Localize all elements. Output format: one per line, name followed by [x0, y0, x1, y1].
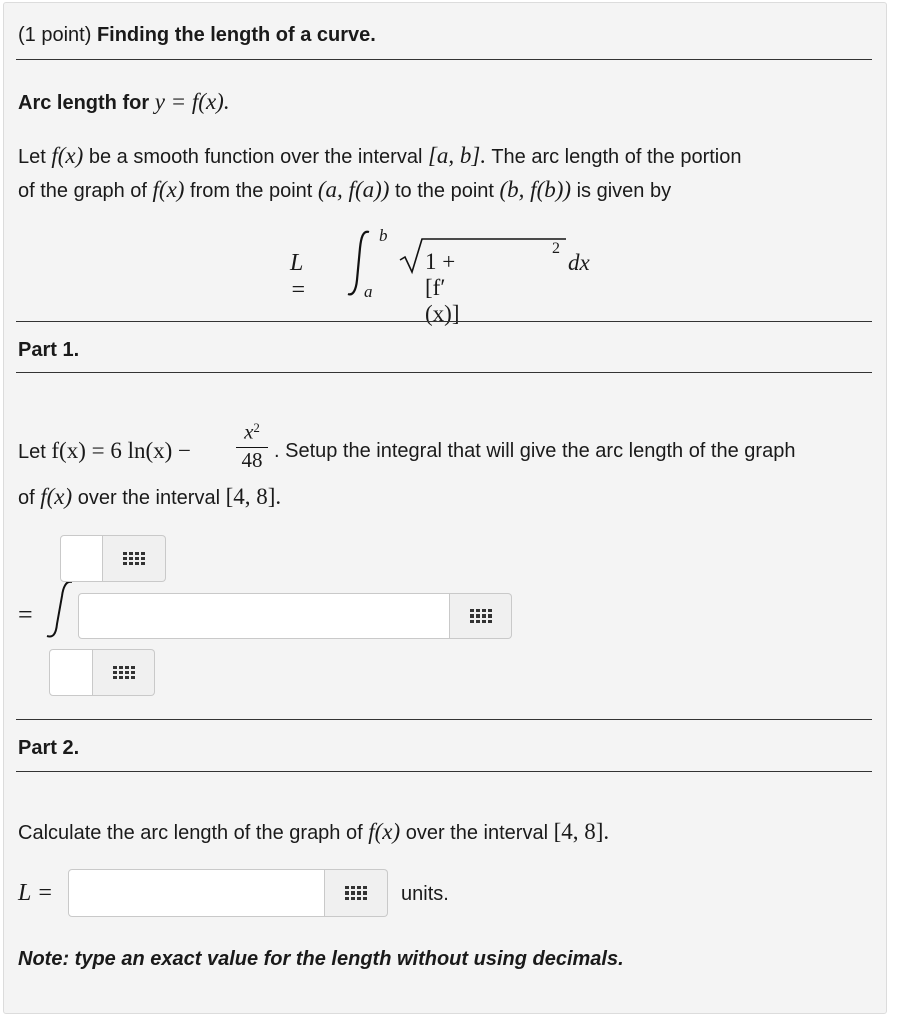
lower-limit-input[interactable]: [49, 649, 93, 696]
upper-limit-palette-button[interactable]: [103, 535, 166, 582]
divider: [16, 771, 872, 772]
formula-lower: a: [364, 282, 373, 301]
divider: [16, 321, 872, 322]
formula-upper: b: [379, 226, 388, 245]
grid-icon: [123, 552, 145, 566]
integrand-input[interactable]: [78, 593, 450, 639]
title-text: Finding the length of a curve.: [96, 24, 376, 46]
lower-limit-palette-button[interactable]: [93, 649, 155, 696]
grid-icon: [345, 886, 367, 900]
upper-limit-input[interactable]: [60, 535, 103, 582]
problem-title: [18, 23, 376, 47]
intro-line-1: Let f(x) be a smooth function over the interval [a, b]. The arc length of the portion: [18, 143, 742, 168]
formula-lhs: L =: [290, 250, 307, 303]
part1-let: Let f(x) = 6 ln(x) −: [18, 438, 192, 463]
divider: [16, 372, 872, 373]
grid-icon: [113, 666, 135, 680]
fraction: $x^2$ 48: [236, 418, 268, 472]
integrand-palette-button[interactable]: [450, 593, 512, 639]
part2-prompt: Calculate the arc length of the graph of f(x) over the interval [4, 8].: [18, 819, 610, 844]
divider: [16, 59, 872, 60]
part1-equals: =: [18, 600, 33, 629]
intro-line-2: of the graph of f(x) from the point (a, f(a)) to the point (b, f(b)) is given by: [18, 177, 672, 202]
sqrt-sign-icon: [398, 236, 568, 276]
units-label: units.: [401, 883, 449, 905]
formula-dx: dx: [568, 250, 590, 275]
points-label: (1 point): [18, 24, 92, 46]
divider: [16, 719, 872, 720]
integral-sign-icon: [42, 578, 76, 640]
part1-prompt-rest: . Setup the integral that will give the arc length of the graph: [274, 440, 796, 462]
grid-icon: [470, 609, 492, 623]
part1-fx: f(x) = 6 ln(x) −: [51, 438, 192, 463]
heading-math: y = f(x).: [154, 89, 230, 114]
part1-label: Part 1.: [18, 339, 80, 361]
part1-line-2: of f(x) over the interval [4, 8].: [18, 484, 282, 509]
answer-palette-button[interactable]: [325, 869, 388, 917]
formula-power: 2: [552, 240, 560, 257]
answer-label: L =: [18, 880, 54, 906]
note-text: Note: type an exact value for the length without using decimals.: [18, 948, 624, 970]
formula-body: 1 + [f′(x)]: [425, 249, 460, 326]
arc-length-answer-input[interactable]: [68, 869, 325, 917]
arc-length-heading: Arc length for y = f(x).: [18, 89, 230, 114]
part2-label: Part 2.: [18, 737, 80, 759]
